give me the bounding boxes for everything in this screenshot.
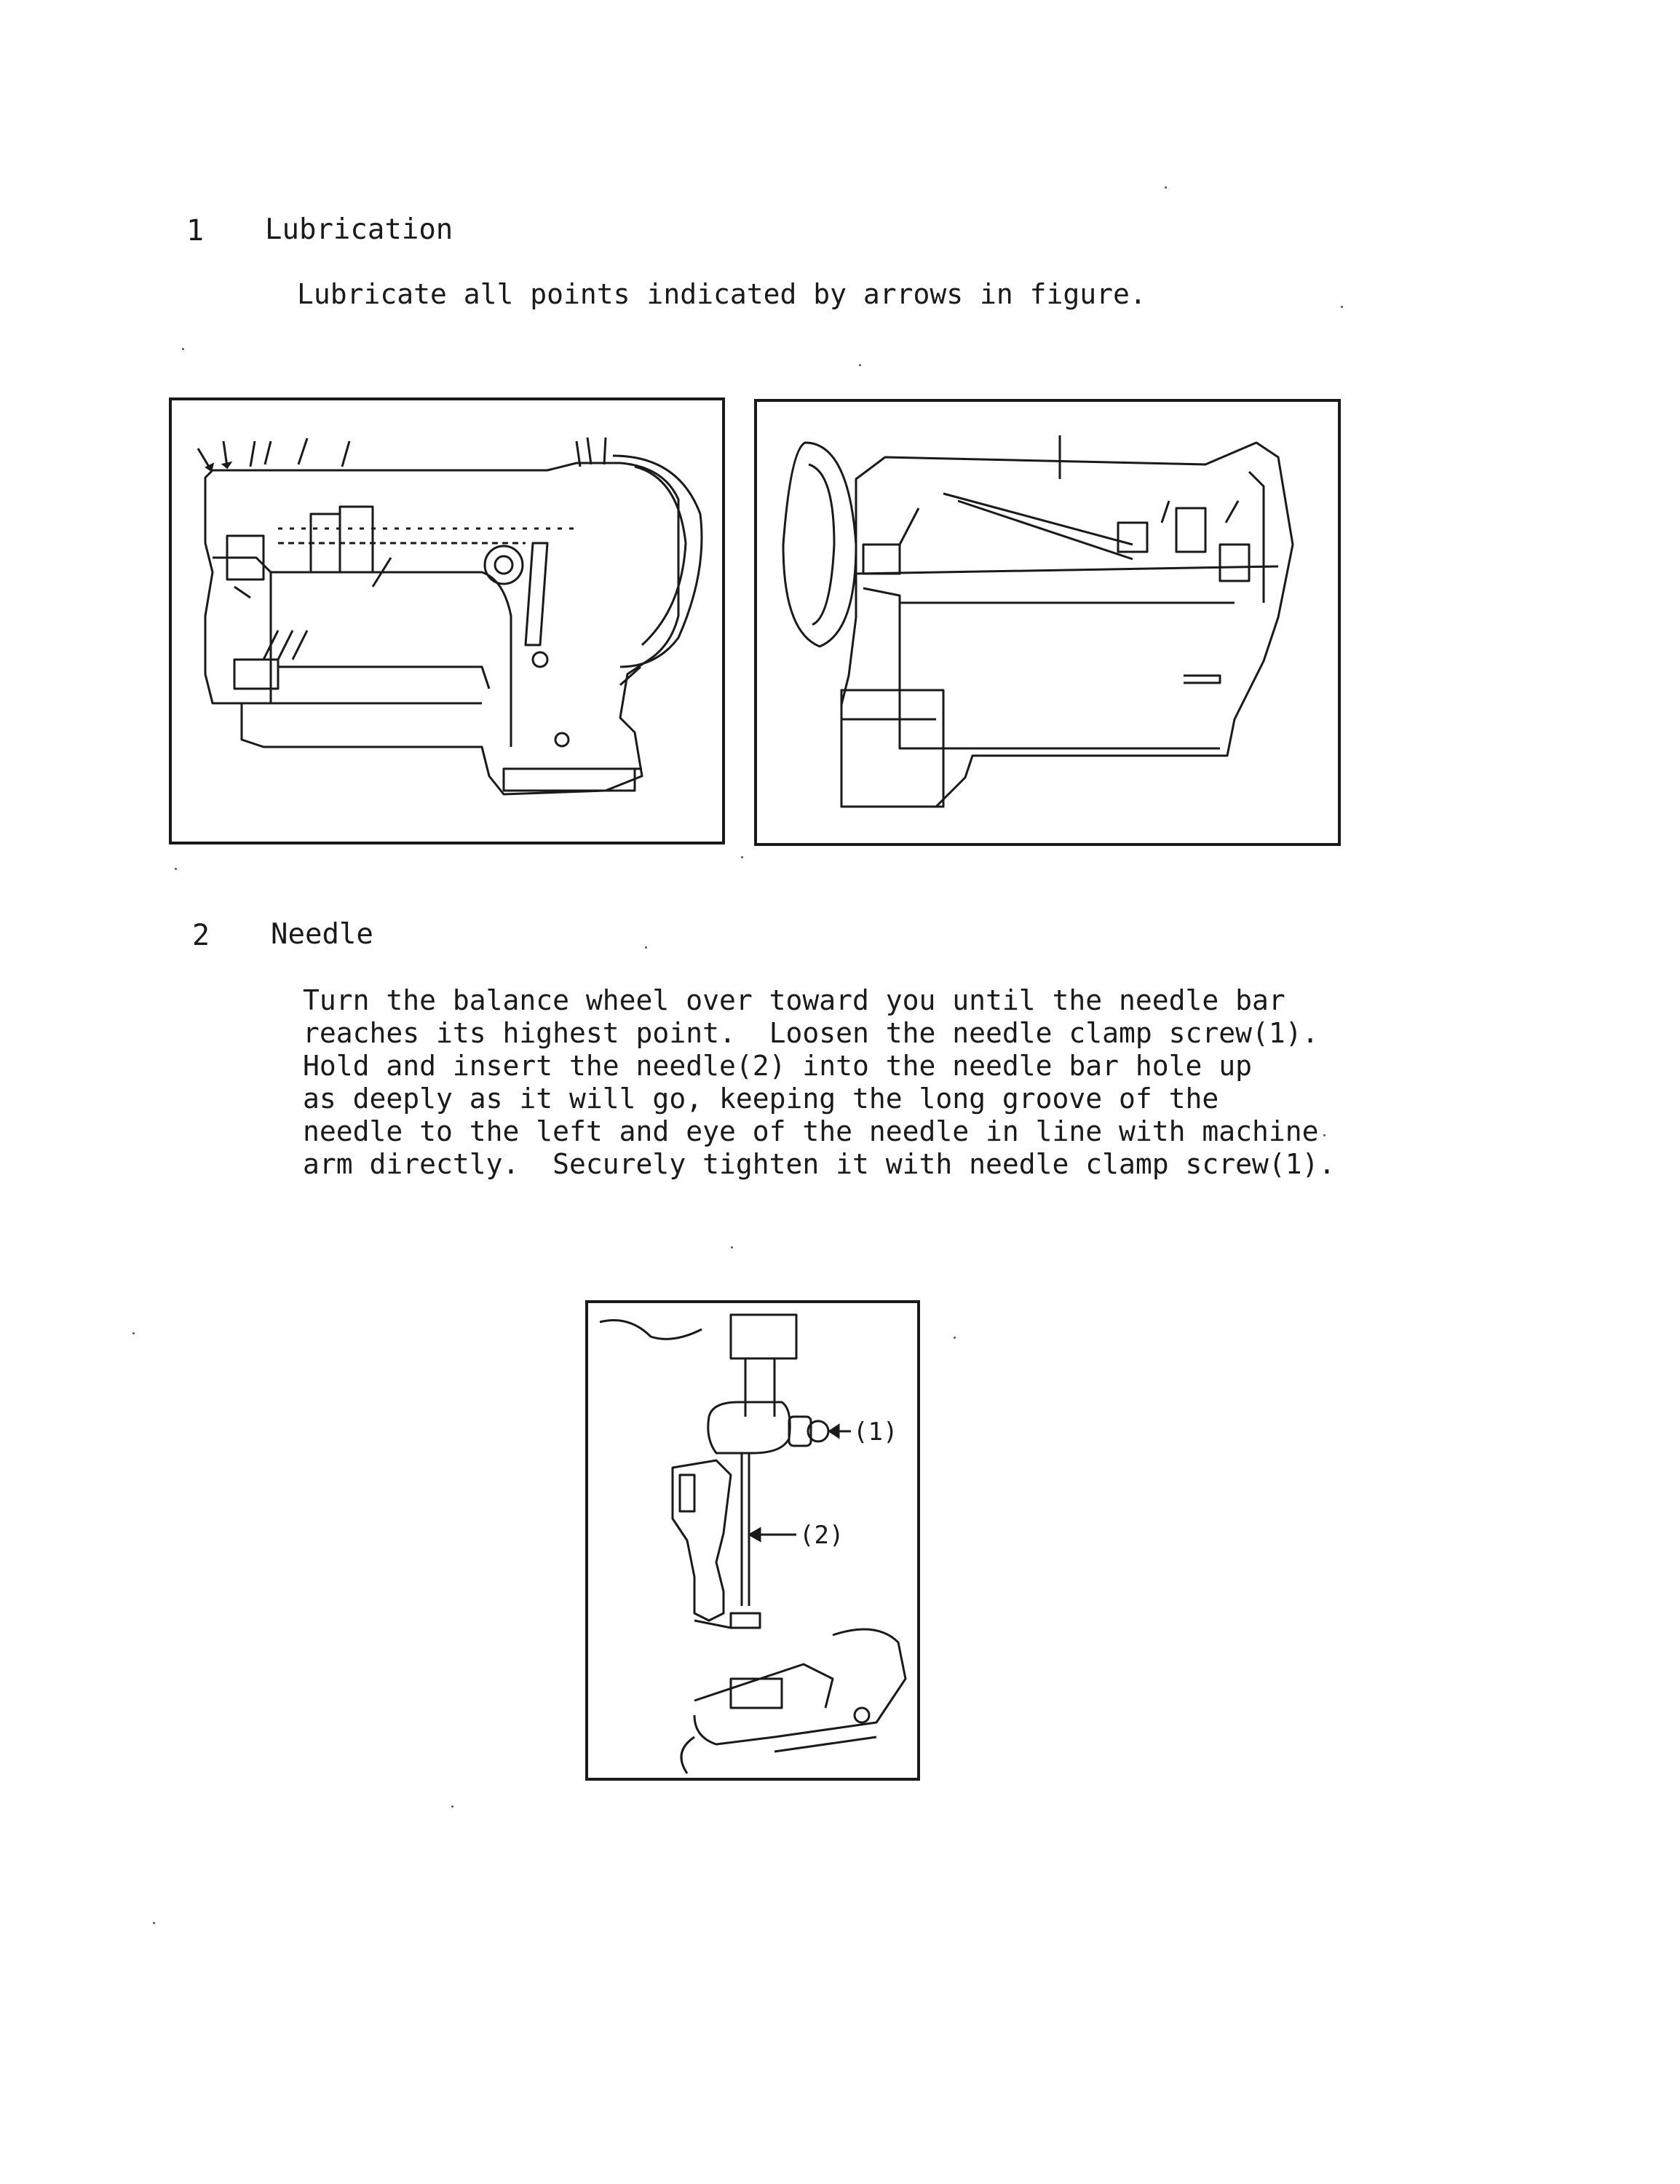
body-line: needle to the left and eye of the needle in line with machine xyxy=(303,1115,1319,1147)
scan-speck xyxy=(731,1246,733,1249)
section-1-body: Lubricate all points indicated by arrows in figure. xyxy=(297,278,1146,310)
body-line: reaches its highest point. Loosen the needle clamp screw(1). xyxy=(303,1017,1319,1049)
scan-speck xyxy=(132,1332,135,1334)
scan-speck xyxy=(182,348,184,350)
scan-speck xyxy=(741,856,743,858)
scan-speck xyxy=(175,868,177,870)
needle-clamp-screw-label: (1) xyxy=(853,1417,898,1447)
scan-speck xyxy=(645,946,647,949)
body-line: Turn the balance wheel over toward you until the needle bar xyxy=(303,984,1285,1016)
needle-label: (2) xyxy=(799,1521,844,1550)
lubrication-figure-front xyxy=(169,397,726,846)
scan-speck xyxy=(859,364,861,366)
scan-speck xyxy=(1323,1134,1326,1136)
body-line: arm directly. Securely tighten it with needle clamp screw(1). xyxy=(303,1148,1336,1180)
section-2-number: 2 xyxy=(192,919,210,952)
scan-speck xyxy=(451,1805,453,1808)
needle-figure xyxy=(585,1300,920,1781)
body-line: Hold and insert the needle(2) into the needle bar hole up xyxy=(303,1050,1253,1082)
section-1-number: 1 xyxy=(186,214,205,248)
scan-speck xyxy=(153,1922,155,1924)
scan-speck xyxy=(1165,186,1167,189)
section-2-body xyxy=(303,984,1395,1181)
section-2-heading: Needle xyxy=(271,918,373,951)
scan-speck xyxy=(1341,306,1343,308)
lubrication-figure-rear xyxy=(754,399,1342,847)
body-line: as deeply as it will go, keeping the long groove of the xyxy=(303,1083,1219,1115)
section-1-heading: Lubrication xyxy=(265,213,453,246)
scan-speck xyxy=(954,1337,956,1339)
